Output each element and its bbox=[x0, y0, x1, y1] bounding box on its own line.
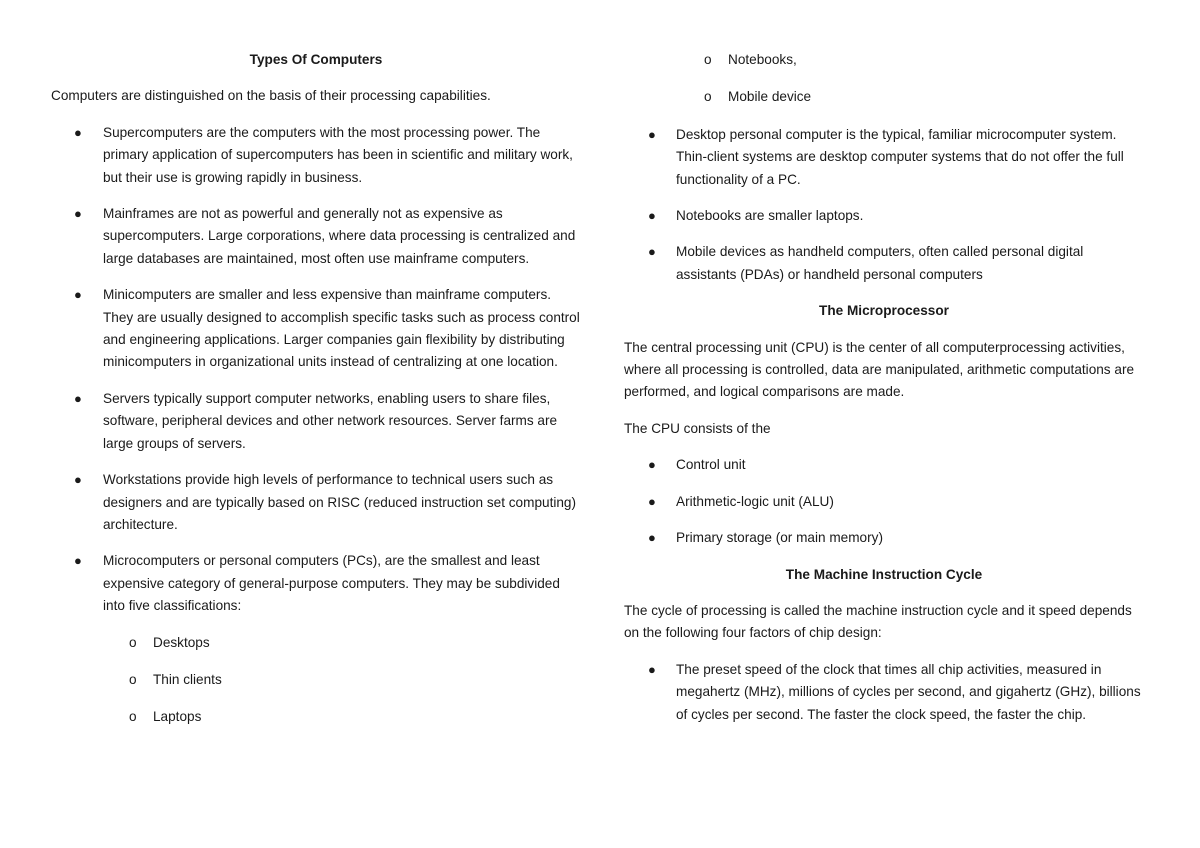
bullet-marker: ● bbox=[74, 124, 82, 140]
cpu-consists-paragraph: The CPU consists of the bbox=[624, 420, 771, 436]
bullet-marker: ● bbox=[648, 244, 656, 260]
list-item-mainframes bbox=[51, 203, 581, 270]
cpu-parts-list bbox=[624, 454, 1144, 549]
bullet-marker: ● bbox=[648, 126, 656, 142]
list-item-text: Microcomputers or personal computers (PCs), are the smallest and least expensive category of general-purpose computers. They may be subdivided into five classifications: bbox=[103, 553, 560, 614]
microcomputer-details-list bbox=[624, 124, 1144, 286]
list-item-mobile-devices bbox=[624, 241, 1144, 286]
sub-marker: o bbox=[129, 709, 137, 725]
cycle-paragraph: The cycle of processing is called the machine instruction cycle and it speed depends on the following four factors of chip design: bbox=[624, 602, 1132, 641]
sub-item-text: Desktops bbox=[153, 634, 210, 650]
sub-marker: o bbox=[704, 89, 712, 105]
bullet-marker: ● bbox=[648, 530, 656, 546]
list-item-primary-storage bbox=[624, 527, 1144, 549]
chip-factors-list bbox=[624, 659, 1144, 726]
computer-types-list bbox=[51, 122, 581, 618]
section-title-microprocessor: The Microprocessor bbox=[819, 303, 949, 319]
list-item-text: Servers typically support computer networks, enabling users to share files, software, peripheral devices and other network resources. Server farms are large groups of servers. bbox=[103, 390, 558, 451]
intro-paragraph: Computers are distinguished on the basis of their processing capabilities. bbox=[51, 88, 491, 104]
list-item-minicomputers bbox=[51, 284, 581, 374]
bullet-marker: ● bbox=[648, 457, 656, 473]
list-item-text: Notebooks are smaller laptops. bbox=[676, 208, 864, 224]
sub-item-desktops bbox=[51, 632, 581, 654]
bullet-marker: ● bbox=[74, 472, 82, 488]
sub-marker: o bbox=[129, 671, 137, 687]
list-item-text: Workstations provide high levels of performance to technical users such as designers and are typically based on RISC (reduced instruction set computing) architecture. bbox=[103, 472, 577, 532]
bullet-marker: ● bbox=[648, 208, 656, 224]
sub-item-text: Thin clients bbox=[153, 671, 222, 687]
list-item-text: Primary storage (or main memory) bbox=[676, 530, 883, 546]
sub-item-text: Mobile device bbox=[728, 89, 812, 105]
classification-sublist-continued bbox=[624, 49, 1144, 109]
list-item-servers bbox=[51, 388, 581, 455]
classification-sublist bbox=[51, 632, 581, 729]
sub-item-text: Laptops bbox=[153, 709, 202, 725]
sub-item-thin-clients bbox=[51, 669, 581, 691]
list-item-supercomputers bbox=[51, 122, 581, 189]
list-item-workstations bbox=[51, 469, 581, 536]
bullet-marker: ● bbox=[74, 553, 82, 569]
list-item-text: Mobile devices as handheld computers, often called personal digital assistants (PDAs) or handheld personal computers bbox=[676, 244, 1084, 282]
sub-item-notebooks bbox=[624, 49, 1144, 71]
section-title-types-of-computers: Types Of Computers bbox=[249, 52, 383, 67]
list-item-text: Desktop personal computer is the typical, familiar microcomputer system. Thin-client systems are desktop computer systems that do not offer the full functionality of a PC. bbox=[676, 126, 1124, 187]
sub-marker: o bbox=[129, 634, 137, 650]
list-item-text: Mainframes are not as powerful and generally not as expensive as supercomputers. Large corporations, where data processing is centralized and large databases are maintained, most often use mainframe computers. bbox=[103, 206, 576, 266]
bullet-marker: ● bbox=[648, 661, 656, 677]
bullet-marker: ● bbox=[648, 493, 656, 509]
right-column bbox=[624, 49, 1144, 740]
list-item-text: The preset speed of the clock that times all chip activities, measured in megahertz (MHz), millions of cycles per second, and gigahertz (GHz), billions of cycles per second. The faster the clock speed, the faster the chip. bbox=[676, 661, 1141, 722]
sub-item-laptops bbox=[51, 706, 581, 728]
list-item-alu bbox=[624, 491, 1144, 513]
sub-marker: o bbox=[704, 52, 712, 67]
bullet-marker: ● bbox=[74, 206, 82, 222]
list-item-desktop-pc bbox=[624, 124, 1144, 191]
list-item-text: Arithmetic-logic unit (ALU) bbox=[676, 493, 834, 509]
sub-item-mobile-device bbox=[624, 86, 1144, 108]
list-item-text: Supercomputers are the computers with the most processing power. The primary application of supercomputers has been in scientific and military work, but their use is growing rapidly in business. bbox=[103, 124, 573, 185]
sub-item-text: Notebooks, bbox=[728, 52, 797, 67]
bullet-marker: ● bbox=[74, 287, 82, 303]
section-title-machine-instruction-cycle: The Machine Instruction Cycle bbox=[785, 566, 983, 582]
left-column bbox=[51, 49, 581, 744]
list-item-microcomputers bbox=[51, 550, 581, 617]
list-item-control-unit bbox=[624, 454, 1144, 476]
list-item-text: Minicomputers are smaller and less expensive than mainframe computers. They are usually designed to accomplish specific tasks such as process control and engineering applications. Larger companies gain flexibility by distributing minicomputers in organizational units instead of centralizing at one location. bbox=[103, 287, 580, 370]
list-item-text: Control unit bbox=[676, 457, 746, 473]
list-item-notebooks bbox=[624, 205, 1144, 227]
list-item-clock-speed bbox=[624, 659, 1144, 726]
bullet-marker: ● bbox=[74, 390, 82, 406]
cpu-paragraph: The central processing unit (CPU) is the center of all computerprocessing activities, where all processing is controlled, data are manipulated, arithmetic computations are performed, and logical comparisons are made. bbox=[624, 339, 1135, 400]
